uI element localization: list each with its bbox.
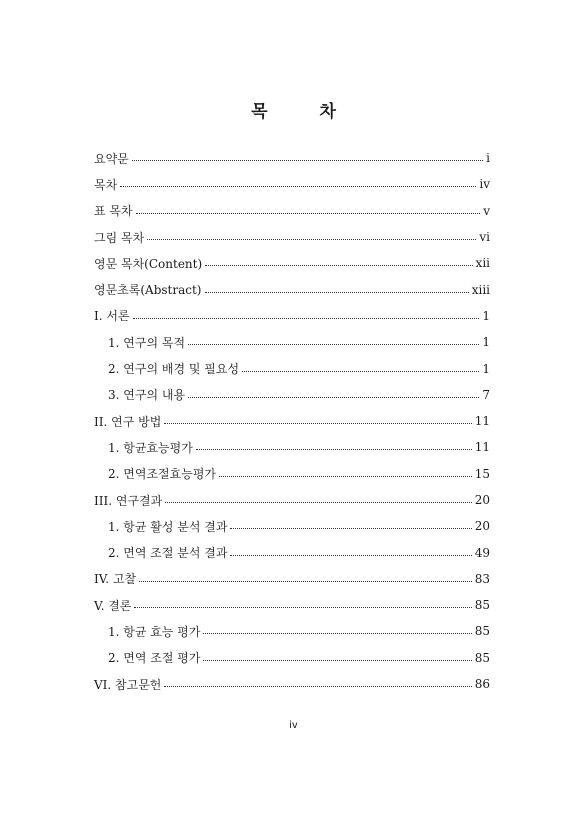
toc-entry-page: 49 bbox=[474, 545, 490, 560]
toc-dot-leader bbox=[165, 501, 472, 503]
toc-dot-leader bbox=[164, 422, 471, 424]
page-number: iv bbox=[289, 720, 298, 731]
toc-entry-page: 7 bbox=[482, 387, 490, 402]
toc-dot-leader bbox=[139, 580, 472, 582]
toc-dot-leader bbox=[205, 291, 469, 293]
toc-entry-page: 20 bbox=[474, 493, 490, 507]
toc-dot-leader bbox=[132, 159, 483, 161]
toc-dot-leader bbox=[188, 396, 479, 398]
toc-entry-page: 85 bbox=[474, 650, 490, 665]
toc-entry[interactable] bbox=[94, 145, 490, 171]
table-of-contents bbox=[94, 145, 490, 697]
toc-entry-page: 11 bbox=[474, 414, 490, 429]
toc-entry[interactable] bbox=[94, 461, 490, 487]
toc-entry-label: V. 결론 bbox=[94, 598, 132, 613]
toc-entry-label: II. 연구 방법 bbox=[94, 414, 162, 429]
toc-entry[interactable] bbox=[94, 303, 490, 329]
toc-entry[interactable] bbox=[94, 355, 490, 381]
toc-entry[interactable] bbox=[94, 645, 490, 671]
toc-entry[interactable] bbox=[94, 566, 490, 592]
toc-entry-page: 85 bbox=[474, 624, 490, 639]
page-title-left: 목 bbox=[251, 102, 268, 122]
page-title bbox=[0, 97, 587, 122]
toc-entry[interactable] bbox=[94, 250, 490, 276]
toc-entry-label: IV. 고찰 bbox=[94, 572, 137, 587]
toc-entry[interactable] bbox=[94, 408, 490, 434]
toc-entry[interactable] bbox=[94, 171, 490, 197]
toc-entry-label: 3. 연구의 내용 bbox=[108, 388, 186, 403]
toc-entry-page: xiii bbox=[471, 282, 490, 297]
toc-entry-label: 1. 항균 활성 분석 결과 bbox=[108, 519, 228, 534]
toc-entry-label: 2. 면역 조절 평가 bbox=[108, 651, 201, 666]
toc-entry-page: 1 bbox=[482, 361, 490, 376]
toc-dot-leader bbox=[134, 606, 471, 608]
toc-dot-leader bbox=[203, 659, 471, 661]
toc-entry-page: i bbox=[486, 151, 490, 166]
toc-entry[interactable] bbox=[94, 329, 490, 355]
toc-entry-label: 1. 항균 효능 평가 bbox=[108, 624, 201, 639]
toc-entry-page: xii bbox=[475, 256, 490, 271]
toc-dot-leader bbox=[196, 448, 472, 450]
toc-entry-page: 85 bbox=[474, 598, 490, 613]
toc-dot-leader bbox=[136, 212, 481, 214]
toc-entry-page: 1 bbox=[482, 308, 490, 323]
toc-entry-page: 15 bbox=[474, 466, 490, 481]
toc-entry[interactable] bbox=[94, 382, 490, 408]
toc-entry-label: III. 연구결과 bbox=[94, 493, 163, 508]
toc-dot-leader bbox=[205, 264, 472, 266]
page-title-right: 차 bbox=[319, 102, 336, 122]
toc-entry[interactable] bbox=[94, 513, 490, 539]
toc-entry[interactable] bbox=[94, 224, 490, 250]
toc-entry-page: 86 bbox=[474, 677, 490, 692]
toc-entry-label: 2. 면역 조절 분석 결과 bbox=[108, 546, 228, 561]
toc-dot-leader bbox=[133, 317, 480, 319]
toc-entry-label: 영문 목차(Content) bbox=[94, 256, 203, 271]
toc-entry-label: 요약문 bbox=[94, 151, 129, 166]
toc-entry-page: vi bbox=[479, 230, 490, 245]
toc-entry-label: I. 서론 bbox=[94, 309, 130, 324]
toc-entry-label: 목차 bbox=[94, 177, 118, 192]
toc-entry-label: 1. 항균효능평가 bbox=[108, 440, 193, 455]
toc-entry[interactable] bbox=[94, 539, 490, 565]
toc-entry-page: 11 bbox=[474, 440, 490, 455]
toc-dot-leader bbox=[120, 185, 476, 187]
toc-entry[interactable] bbox=[94, 276, 490, 302]
toc-entry-page: iv bbox=[479, 177, 490, 192]
toc-dot-leader bbox=[147, 238, 476, 240]
toc-entry-page: 83 bbox=[474, 571, 490, 586]
toc-entry-label: 영문초록(Abstract) bbox=[94, 283, 202, 298]
toc-dot-leader bbox=[230, 527, 471, 529]
toc-entry-label: 표 목차 bbox=[94, 204, 133, 219]
toc-entry-page: 1 bbox=[482, 335, 490, 350]
toc-entry-label: VI. 참고문헌 bbox=[94, 677, 162, 692]
toc-entry[interactable] bbox=[94, 618, 490, 644]
toc-entry[interactable] bbox=[94, 434, 490, 460]
toc-entry-label: 그림 목차 bbox=[94, 230, 145, 245]
toc-entry-page: 20 bbox=[474, 519, 490, 534]
toc-entry-label: 1. 연구의 목적 bbox=[108, 335, 186, 350]
toc-entry-label: 2. 연구의 배경 및 필요성 bbox=[108, 362, 240, 377]
toc-entry[interactable] bbox=[94, 671, 490, 697]
toc-entry-label: 2. 면역조절효능평가 bbox=[108, 467, 217, 482]
toc-dot-leader bbox=[230, 554, 471, 556]
toc-dot-leader bbox=[164, 685, 471, 687]
toc-dot-leader bbox=[188, 343, 479, 345]
toc-dot-leader bbox=[203, 632, 471, 634]
toc-dot-leader bbox=[219, 475, 472, 477]
toc-entry[interactable] bbox=[94, 592, 490, 618]
toc-entry[interactable] bbox=[94, 198, 490, 224]
toc-dot-leader bbox=[242, 370, 479, 372]
toc-entry-page: v bbox=[483, 203, 490, 218]
toc-entry[interactable] bbox=[94, 487, 490, 513]
